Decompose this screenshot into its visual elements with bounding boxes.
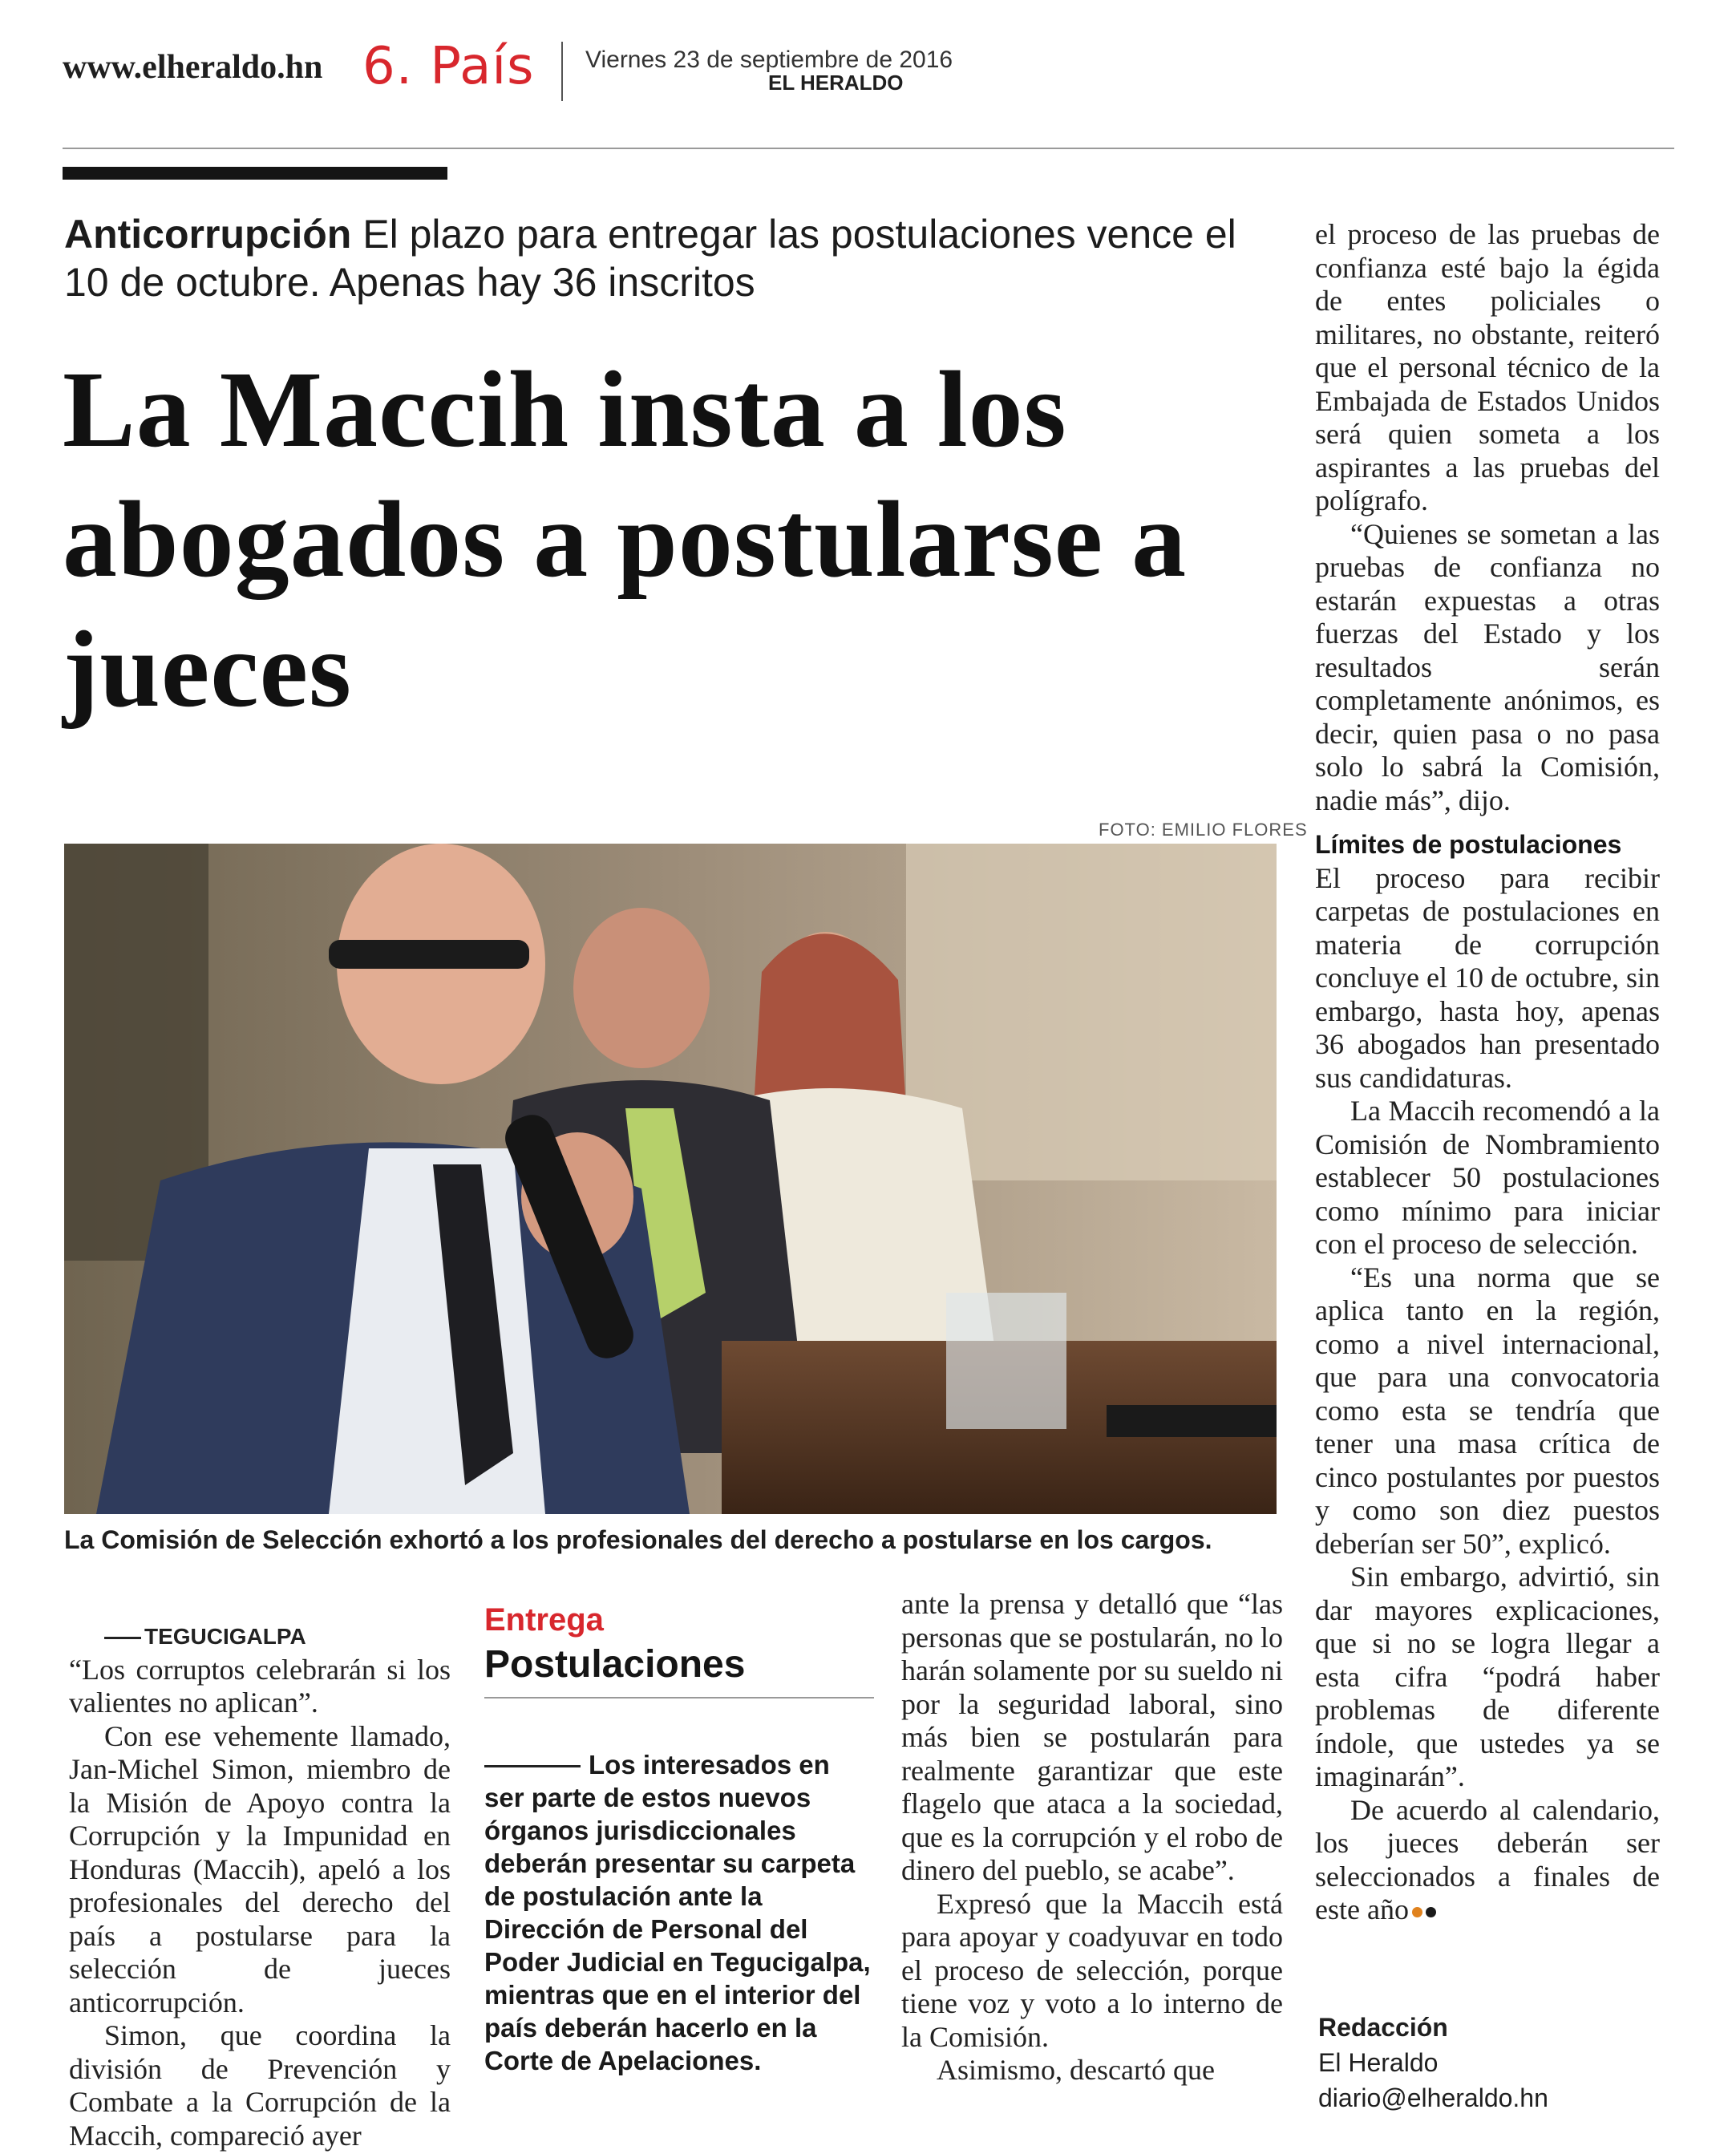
paragraph: “Es una norma que se aplica tanto en la región, como a nivel internacional, que para una convocatoria como esta se tendría que tener una masa crítica de cinco postulantes por puestos y como son diez puestos deberían ser 50”, explicó. xyxy=(1315,1261,1660,1560)
end-mark-orange-icon xyxy=(1412,1907,1422,1917)
sidebar-rule xyxy=(484,1697,874,1699)
byline-label: Redacción xyxy=(1318,2013,1448,2042)
section-bar xyxy=(63,167,447,180)
newspaper-name: EL HERALDO xyxy=(768,71,904,95)
subheading: Límites de postulaciones xyxy=(1315,830,1622,859)
sidebar-kicker: Entrega xyxy=(484,1602,604,1638)
sidebar-title: Postulaciones xyxy=(484,1643,746,1686)
header-rule xyxy=(63,148,1674,149)
article-photo xyxy=(64,844,1277,1514)
sidebar-body xyxy=(484,1748,874,2077)
paragraph: el proceso de las pruebas de confianza esté bajo la égida de entes policiales o militares, no obstante, reiteró que el personal técnico de la Embajada de Estados Unidos será quien someta a los aspirantes a las pruebas del polígrafo. xyxy=(1315,218,1660,516)
paragraph: Expresó que la Maccih está para apoyar y coadyuvar en todo el proceso de selección, porque tiene voz y voto a lo interno de la Comisión. xyxy=(901,1887,1283,2053)
byline-publication: El Heraldo xyxy=(1318,2048,1439,2077)
body-column-4 xyxy=(1315,218,1660,1927)
site-url: www.elheraldo.hn xyxy=(63,49,323,86)
paragraph: “Quienes se sometan a las pruebas de confianza no estarán expuestas a otras fuerzas del Estado y los resultados serán completamente anónimos, es decir, quien pasa o no pasa solo lo sabrá la Comisión, nadie más”, dijo. xyxy=(1315,517,1660,816)
header-divider xyxy=(561,42,563,101)
kicker-label: Anticorrupción xyxy=(64,212,352,257)
paragraph: Simon, que coordina la división de Prevención y Combate a la Corrupción de la Maccih, compareció ayer xyxy=(69,2019,451,2152)
kicker-text: El plazo para entregar las postulaciones vence el 10 de octubre. Apenas hay 36 inscritos xyxy=(64,212,1236,305)
dateline-rule xyxy=(104,1637,141,1639)
sidebar-text: Los interesados en ser parte de estos nuevos órganos jurisdiccionales deberán presentar su carpeta de postulación ante la Dirección de Personal del Poder Judicial en Tegucigalpa, mientras que en el interior del país deberán hacerlo en la Corte de Apelaciones. xyxy=(484,1750,871,2075)
sidebar-dash xyxy=(484,1765,581,1767)
issue-date: Viernes 23 de septiembre de 2016 xyxy=(585,47,953,73)
paragraph: Con ese vehemente llamado, Jan-Michel Simon, miembro de la Misión de Apoyo contra la Corrupción y la Impunidad en Honduras (Maccih), apeló a los profesionales del derecho del país a postularse para la selección de jueces anticorrupción. xyxy=(69,1719,451,2018)
paragraph: ante la prensa y detalló que “las personas que se postularán, no lo harán solamente por su sueldo ni por la seguridad laboral, sino más bien se postularán para realmente garantizar que este flagelo que ataca a la sociedad, que es la corrupción y el robo de dinero del pueblo, se acabe”. xyxy=(901,1588,1283,1886)
paragraph: El proceso para recibir carpetas de postulaciones en materia de corrupción concluye el 10 de octubre, sin embargo, hasta hoy, apenas 36 abogados han presentado sus candidaturas. xyxy=(1315,861,1660,1094)
end-mark-black-icon xyxy=(1426,1907,1436,1917)
photo-caption: La Comisión de Selección exhortó a los profesionales del derecho a postularse en los cargos. xyxy=(64,1525,1212,1554)
body-column-1 xyxy=(69,1620,451,2152)
paragraph: “Los corruptos celebrarán si los valientes no aplican”. xyxy=(69,1653,451,1719)
paragraph xyxy=(1315,1794,1660,1927)
byline-email: diario@elheraldo.hn xyxy=(1318,2083,1548,2112)
dateline-city: TEGUCIGALPA xyxy=(144,1624,306,1649)
paragraph: Sin embargo, advirtió, sin dar mayores explicaciones, que si no se logra llegar a esta cifra “podrá haber problemas de diferente índole, que ustedes ya se imaginarán”. xyxy=(1315,1561,1660,1792)
headline: La Maccih insta a los abogados a postularse a jueces xyxy=(63,350,1188,730)
section-label: 6. País xyxy=(362,37,535,96)
photo-credit: FOTO: EMILIO FLORES xyxy=(1099,820,1308,840)
dateline xyxy=(69,1620,451,1654)
kicker xyxy=(64,210,1291,306)
paragraph: La Maccih recomendó a la Comisión de Nombramiento establecer 50 postulaciones como mínimo para iniciar con el proceso de selección. xyxy=(1315,1095,1660,1260)
paragraph: Asimismo, descartó que xyxy=(937,2054,1215,2086)
body-column-3 xyxy=(901,1588,1283,2087)
final-paragraph-text: De acuerdo al calendario, los jueces deberán ser seleccionados a finales de este año xyxy=(1315,1793,1660,1925)
